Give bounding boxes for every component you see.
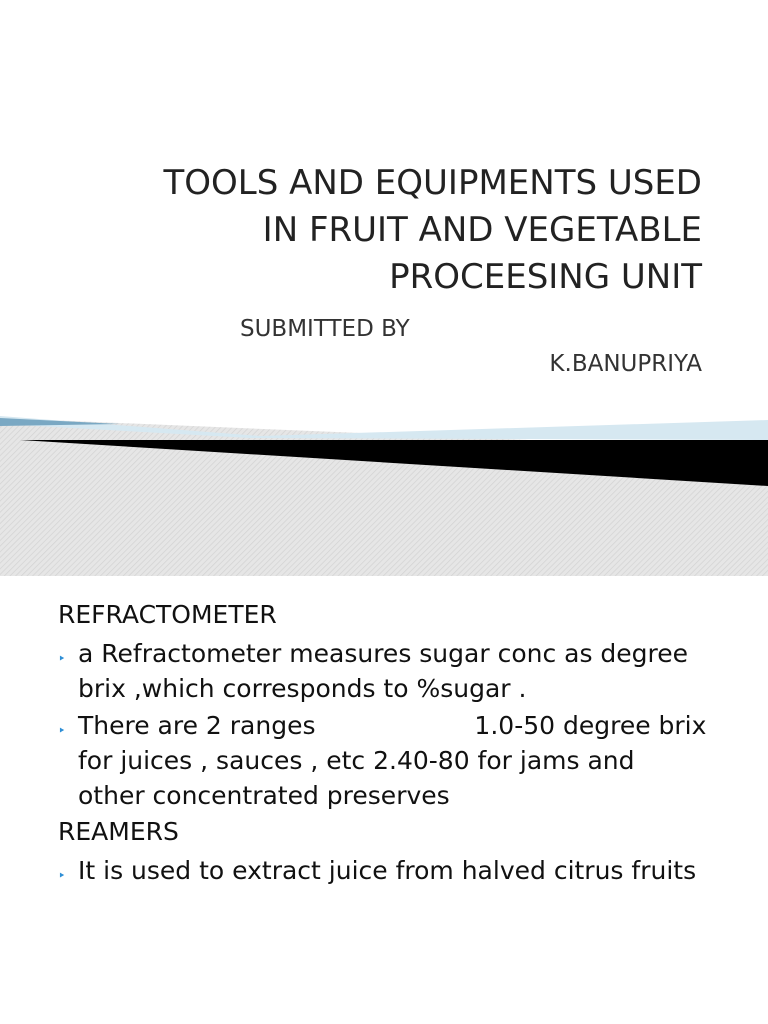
heading-refractometer: REFRACTOMETER [58,600,277,629]
slide-title: TOOLS AND EQUIPMENTS USED IN FRUIT AND VEGETABLE PROCEESING UNIT [163,163,702,297]
slide-subtitle [60,312,702,381]
heading-reamers: REAMERS [58,817,179,846]
decorative-swoosh [0,410,768,576]
bullet-arrow-icon: ‣ [58,724,66,739]
bullet-arrow-icon: ‣ [58,869,66,884]
bullet-arrow-icon: ‣ [58,652,66,667]
bullet-reamers-definition [58,853,708,888]
slide-body [58,598,715,890]
bullet-text: There are 2 ranges 1.0-50 degree brix for juices , sauces , etc 2.40-80 for jams and other concentrated preserves [78,711,715,810]
submitted-by-label: SUBMITTED BY [240,316,410,342]
bullet-refractometer-definition [58,636,708,706]
bullet-text: It is used to extract juice from halved citrus fruits [78,856,697,885]
bullet-text: a Refractometer measures sugar conc as degree brix ,which corresponds to %sugar . [78,639,696,703]
bullet-refractometer-ranges [58,708,715,813]
content-slide [0,576,768,1024]
author-name: K.BANUPRIYA [549,351,702,377]
